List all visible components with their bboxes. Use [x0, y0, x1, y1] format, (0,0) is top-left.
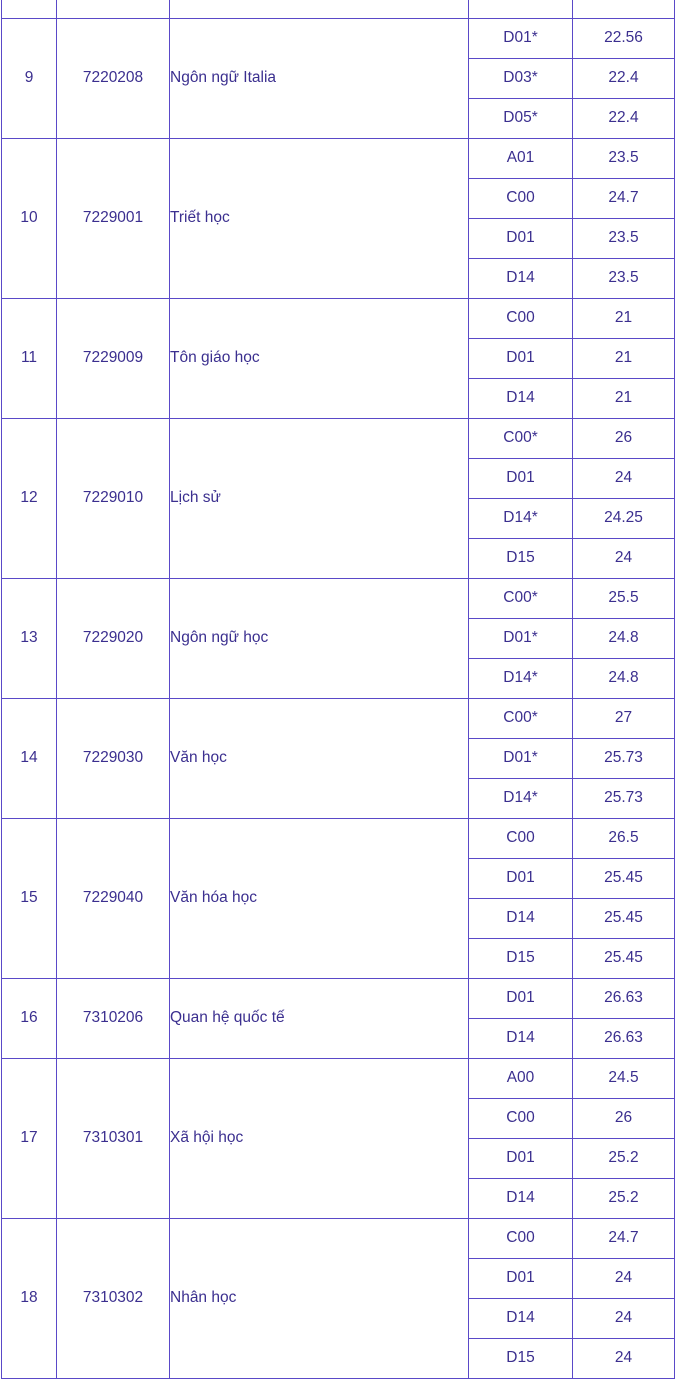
- cell-code: [57, 0, 170, 19]
- cell-score: 24: [573, 1299, 675, 1339]
- cell-code: 7310301: [57, 1059, 170, 1219]
- cell-score: 23.5: [573, 259, 675, 299]
- cell-score: 27: [573, 699, 675, 739]
- table-row: [2, 299, 675, 339]
- cell-score: 24: [573, 539, 675, 579]
- table-row: [2, 139, 675, 179]
- cell-block: D14: [469, 259, 573, 299]
- cell-block: D14*: [469, 499, 573, 539]
- cell-score: 25.45: [573, 899, 675, 939]
- cell-score: 23.5: [573, 219, 675, 259]
- cell-block: D15: [469, 939, 573, 979]
- cell-block: C00: [469, 179, 573, 219]
- cell-name: Xã hội học: [170, 1059, 469, 1219]
- cell-block: A00: [469, 1059, 573, 1099]
- cell-stt: 16: [2, 979, 57, 1059]
- cell-stt: 14: [2, 699, 57, 819]
- cell-score: 25.5: [573, 579, 675, 619]
- cell-score: 26.5: [573, 819, 675, 859]
- table-row: [2, 0, 675, 19]
- table-row: [2, 699, 675, 739]
- cell-name: Văn hóa học: [170, 819, 469, 979]
- cell-score: 24: [573, 1339, 675, 1379]
- cell-stt: 15: [2, 819, 57, 979]
- cell-code: 7310206: [57, 979, 170, 1059]
- table-row: [2, 419, 675, 459]
- cell-block: D05*: [469, 99, 573, 139]
- cell-score: [573, 0, 675, 19]
- cell-score: 24.7: [573, 1219, 675, 1259]
- cell-stt: 18: [2, 1219, 57, 1379]
- cell-stt: 17: [2, 1059, 57, 1219]
- cell-block: D01: [469, 219, 573, 259]
- cell-block: D01: [469, 339, 573, 379]
- cell-name: Lịch sử: [170, 419, 469, 579]
- cell-stt: [2, 0, 57, 19]
- cell-block: D01: [469, 979, 573, 1019]
- cell-block: C00: [469, 299, 573, 339]
- cell-score: 26: [573, 419, 675, 459]
- cell-code: 7229001: [57, 139, 170, 299]
- table-row: [2, 1219, 675, 1259]
- cell-block: D14*: [469, 779, 573, 819]
- cell-score: 22.4: [573, 99, 675, 139]
- cell-block: C00: [469, 819, 573, 859]
- cell-name: Nhân học: [170, 1219, 469, 1379]
- cell-score: 26.63: [573, 1019, 675, 1059]
- cell-block: C00*: [469, 699, 573, 739]
- cell-score: 24.25: [573, 499, 675, 539]
- cell-score: 24.8: [573, 659, 675, 699]
- table-row: [2, 979, 675, 1019]
- cell-score: 21: [573, 299, 675, 339]
- cell-name: [170, 0, 469, 19]
- cell-score: 21: [573, 339, 675, 379]
- cell-block: D14: [469, 1019, 573, 1059]
- cell-code: 7310302: [57, 1219, 170, 1379]
- cell-code: 7229020: [57, 579, 170, 699]
- cell-score: 22.4: [573, 59, 675, 99]
- cell-block: D01*: [469, 619, 573, 659]
- cell-name: Triết học: [170, 139, 469, 299]
- cell-block: C00*: [469, 579, 573, 619]
- cell-block: D01: [469, 859, 573, 899]
- cell-score: 25.73: [573, 739, 675, 779]
- cell-score: 26.63: [573, 979, 675, 1019]
- cell-stt: 11: [2, 299, 57, 419]
- cell-score: 25.2: [573, 1179, 675, 1219]
- cell-stt: 13: [2, 579, 57, 699]
- cell-block: D01*: [469, 19, 573, 59]
- cell-code: 7229010: [57, 419, 170, 579]
- cell-stt: 10: [2, 139, 57, 299]
- cell-name: Tôn giáo học: [170, 299, 469, 419]
- cell-block: C00: [469, 1099, 573, 1139]
- cell-block: D03*: [469, 59, 573, 99]
- cell-score: 25.73: [573, 779, 675, 819]
- cell-score: 22.56: [573, 19, 675, 59]
- cell-block: D14: [469, 1299, 573, 1339]
- cell-score: 25.2: [573, 1139, 675, 1179]
- cell-score: 24: [573, 1259, 675, 1299]
- cell-block: D01: [469, 459, 573, 499]
- cell-code: 7229009: [57, 299, 170, 419]
- cell-score: 25.45: [573, 939, 675, 979]
- cell-block: D14: [469, 379, 573, 419]
- cell-block: D14: [469, 1179, 573, 1219]
- cell-score: 24.7: [573, 179, 675, 219]
- table-row: [2, 579, 675, 619]
- admission-score-table: [1, 0, 675, 1379]
- table-row: [2, 19, 675, 59]
- cell-block: A01: [469, 139, 573, 179]
- cell-name: Ngôn ngữ học: [170, 579, 469, 699]
- cell-stt: 9: [2, 19, 57, 139]
- cell-score: 23.5: [573, 139, 675, 179]
- table-body: [2, 0, 675, 1379]
- cell-block: C00*: [469, 419, 573, 459]
- cell-block: C00: [469, 1219, 573, 1259]
- cell-block: [469, 0, 573, 19]
- cell-name: Quan hệ quốc tế: [170, 979, 469, 1059]
- cell-block: D15: [469, 1339, 573, 1379]
- cell-stt: 12: [2, 419, 57, 579]
- cell-block: D01: [469, 1139, 573, 1179]
- cell-block: D14: [469, 899, 573, 939]
- cell-score: 26: [573, 1099, 675, 1139]
- cell-block: D01: [469, 1259, 573, 1299]
- cell-code: 7229030: [57, 699, 170, 819]
- cell-block: D01*: [469, 739, 573, 779]
- cell-score: 24: [573, 459, 675, 499]
- cell-block: D15: [469, 539, 573, 579]
- cell-code: 7220208: [57, 19, 170, 139]
- cell-score: 24.8: [573, 619, 675, 659]
- cell-name: Văn học: [170, 699, 469, 819]
- table-row: [2, 1059, 675, 1099]
- cell-code: 7229040: [57, 819, 170, 979]
- cell-score: 24.5: [573, 1059, 675, 1099]
- cell-block: D14*: [469, 659, 573, 699]
- table-row: [2, 819, 675, 859]
- cell-score: 25.45: [573, 859, 675, 899]
- cell-score: 21: [573, 379, 675, 419]
- cell-name: Ngôn ngữ Italia: [170, 19, 469, 139]
